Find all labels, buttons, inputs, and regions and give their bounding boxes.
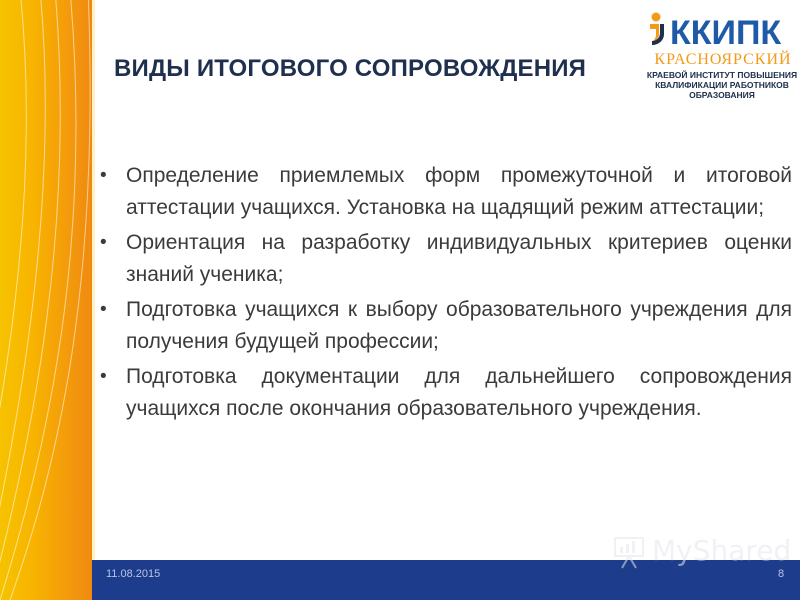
bullet-marker: • — [100, 232, 107, 253]
left-decorative-band — [0, 0, 92, 600]
footer-date: 11.08.2015 — [106, 568, 161, 580]
list-item-text: Подготовка учащихся к выбору образовательного учреждения для получения будущей профессии; — [126, 298, 792, 353]
list-item-text: Ориентация на разработку индивидуальных критериев оценки знаний ученика; — [126, 231, 792, 286]
bullet-list — [100, 160, 792, 428]
logo-city: КРАСНОЯРСКИЙ — [654, 51, 792, 68]
bullet-marker: • — [100, 366, 107, 387]
bullet-marker: • — [100, 299, 107, 320]
institute-logo — [644, 4, 800, 100]
page-title: ВИДЫ ИТОГОВОГО СОПРОВОЖДЕНИЯ — [114, 55, 587, 82]
bullet-marker: • — [100, 165, 107, 186]
logo-line-3: ОБРАЗОВАНИЯ — [689, 90, 755, 100]
band-divider — [92, 0, 95, 560]
list-item — [100, 160, 792, 224]
band-swirl-lines — [0, 0, 92, 600]
list-item-text: Определение приемлемых форм промежуточной и итоговой аттестации учащихся. Установка на щадящий режим аттестации; — [126, 164, 792, 219]
logo-mark-text: ККИПК — [670, 14, 782, 52]
kkipk-logo-mark — [644, 10, 794, 52]
list-item — [100, 294, 792, 358]
logo-line-1: КРАЕВОЙ ИНСТИТУТ ПОВЫШЕНИЯ — [646, 70, 798, 80]
presentation-icon — [612, 534, 646, 570]
watermark — [612, 524, 792, 574]
watermark-text: MyShared — [652, 534, 792, 567]
list-item — [100, 361, 792, 425]
list-item — [100, 227, 792, 291]
logo-line-2: КВАЛИФИКАЦИИ РАБОТНИКОВ — [655, 80, 789, 90]
list-item-text: Подготовка документации для дальнейшего сопровождения учащихся после окончания образовательного учреждения. — [126, 365, 792, 420]
page-number: 8 — [778, 568, 785, 580]
